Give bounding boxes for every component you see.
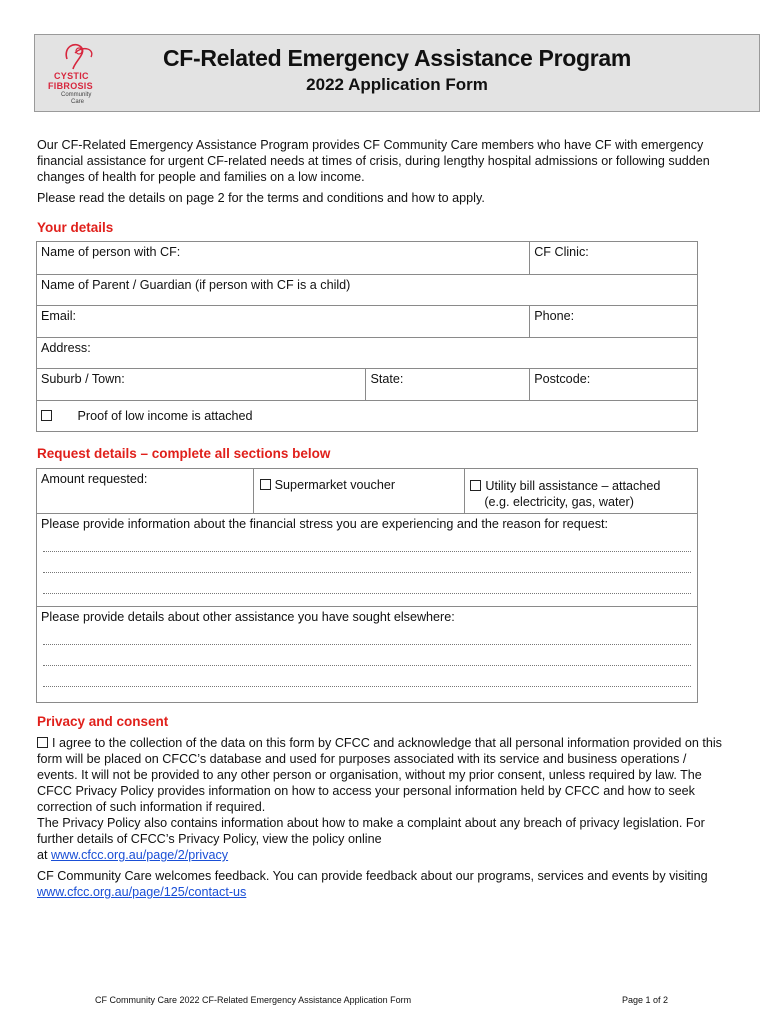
state-label: State: [370, 372, 404, 386]
suburb-field[interactable] [37, 369, 366, 401]
phone-field[interactable] [530, 306, 698, 338]
your-details-table [36, 241, 698, 432]
income-proof-label: Proof of low income is attached [77, 409, 253, 423]
email-label: Email: [41, 309, 76, 323]
dotted-line [43, 666, 691, 687]
consent-checkbox[interactable] [37, 737, 48, 748]
stress-field[interactable] [37, 514, 698, 607]
postcode-label: Postcode: [534, 372, 591, 386]
amount-label: Amount requested: [41, 472, 148, 486]
postcode-field[interactable] [530, 369, 698, 401]
page-number: Page 1 of 2 [622, 995, 669, 1005]
clinic-label: CF Clinic: [534, 245, 589, 259]
other-assistance-field[interactable] [37, 607, 698, 703]
request-details-heading: Request details – complete all sections below [37, 446, 331, 461]
stress-label: Please provide information about the financial stress you are experiencing and the reason for request: [41, 517, 609, 531]
address-label: Address: [41, 341, 91, 355]
at-text: at [37, 848, 48, 862]
logo-text-community: Community [61, 92, 92, 98]
dotted-line [43, 573, 691, 594]
address-field[interactable] [37, 338, 698, 369]
feedback-text: CF Community Care welcomes feedback. You can provide feedback about our programs, services and events by visiting [37, 869, 708, 883]
page-subtitle: 2022 Application Form [306, 75, 488, 94]
header-box [34, 34, 760, 112]
voucher-option [253, 469, 465, 514]
consent-text: I agree to the collection of the data on this form by CFCC and acknowledge that all personal information provided on this form will be placed on CFCC’s database and used for purposes associated with its service and business operations / events. It will not be provided to any other person or organisation, without my prior consent, unless required by law. The CFCC Privacy Policy provides information on how to access your personal information held by CFCC and how to seek correction of such information if required. [37, 736, 722, 814]
voucher-checkbox[interactable] [260, 479, 271, 490]
income-proof-row [37, 401, 698, 432]
page-title: CF-Related Emergency Assistance Program [162, 45, 632, 71]
utility-checkbox[interactable] [470, 480, 481, 491]
other-assistance-label: Please provide details about other assistance you have sought elsewhere: [41, 610, 455, 624]
logo-text-care: Care [71, 99, 85, 105]
phone-label: Phone: [534, 309, 575, 323]
state-field[interactable] [366, 369, 530, 401]
dotted-line [43, 552, 691, 573]
contact-link[interactable]: www.cfcc.org.au/page/125/contact-us [37, 885, 247, 899]
name-field[interactable] [37, 242, 530, 275]
your-details-heading: Your details [37, 220, 114, 235]
income-proof-checkbox[interactable] [41, 410, 52, 421]
dotted-line [43, 624, 691, 645]
ribbon-logo-icon [45, 39, 115, 73]
guardian-label: Name of Parent / Guardian (if person with CF is a child) [41, 278, 351, 292]
amount-field[interactable] [37, 469, 254, 514]
email-field[interactable] [37, 306, 530, 338]
dotted-line [43, 531, 691, 552]
complaint-text: The Privacy Policy also contains information about how to make a complaint about any breach of privacy legislation. For further details of CFCC’s Privacy Policy, view the policy online [37, 816, 705, 846]
logo-text-cystic: CYSTIC [54, 71, 89, 81]
footer-form-name: CF Community Care 2022 CF-Related Emergency Assistance Application Form [95, 995, 412, 1005]
utility-note: (e.g. electricity, gas, water) [484, 495, 634, 509]
request-details-table [36, 468, 698, 703]
clinic-field[interactable] [530, 242, 698, 275]
logo-text-fibrosis: FIBROSIS [48, 81, 93, 91]
privacy-policy-link[interactable]: www.cfcc.org.au/page/2/privacy [51, 848, 229, 862]
utility-option [465, 469, 698, 514]
guardian-field[interactable] [37, 275, 698, 306]
name-label: Name of person with CF: [41, 245, 181, 259]
privacy-section [37, 735, 727, 863]
suburb-label: Suburb / Town: [41, 372, 125, 386]
voucher-label: Supermarket voucher [274, 478, 396, 492]
cystic-fibrosis-logo [45, 39, 115, 109]
feedback-section [37, 868, 727, 900]
utility-label: Utility bill assistance – attached [485, 479, 661, 493]
read-details-note: Please read the details on page 2 for the terms and conditions and how to apply. [37, 191, 485, 205]
dotted-line [43, 645, 691, 666]
privacy-heading: Privacy and consent [37, 714, 169, 729]
intro-paragraph: Our CF-Related Emergency Assistance Program provides CF Community Care members who have CF with emergency financial assistance for urgent CF-related needs at times of crisis, during lengthy hospital admissions or following sudden changes of health for people and families on a low income. [37, 138, 710, 184]
